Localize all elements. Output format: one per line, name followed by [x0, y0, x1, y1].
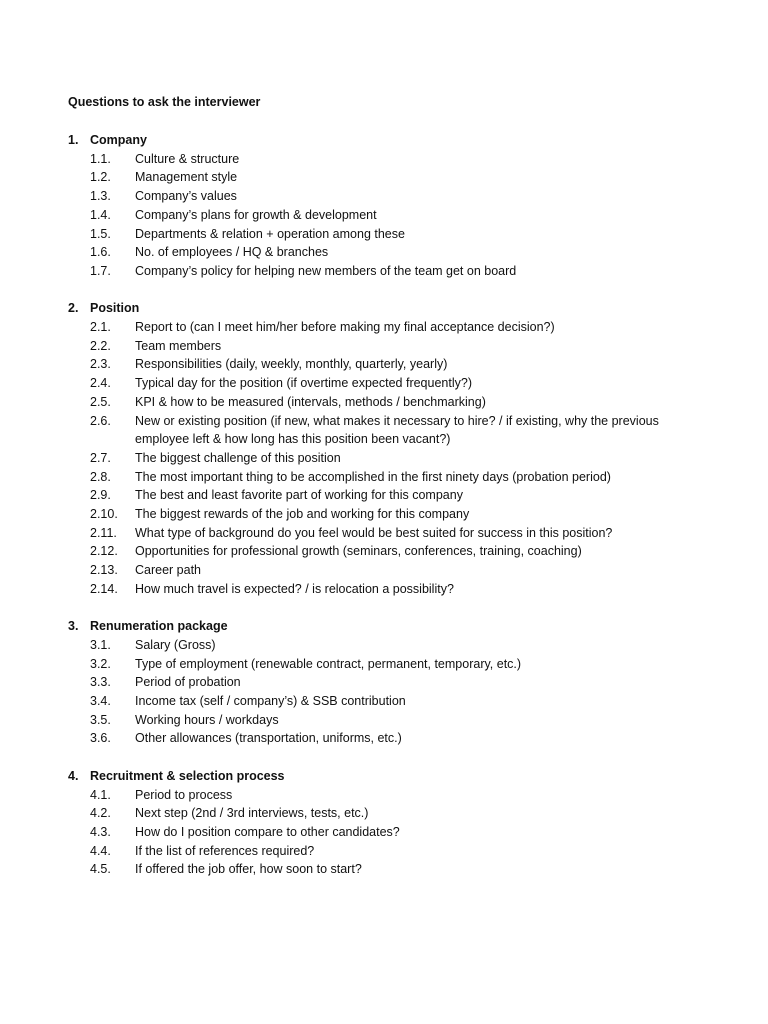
list-item	[68, 842, 708, 861]
item-number: 3.3.	[90, 675, 111, 690]
item-number: 1.3.	[90, 189, 111, 204]
item-number: 2.9.	[90, 488, 111, 503]
list-item	[68, 243, 708, 262]
list-item	[68, 486, 708, 505]
item-text: Report to (can I meet him/her before making my final acceptance decision?)	[135, 320, 555, 335]
document-title: Questions to ask the interviewer	[68, 95, 261, 109]
item-text: Salary (Gross)	[135, 637, 216, 652]
item-number: 1.5.	[90, 226, 111, 241]
list-item	[68, 150, 708, 169]
list-item	[68, 823, 708, 842]
item-text: The biggest challenge of this position	[135, 450, 341, 465]
item-number: 1.1.	[90, 151, 111, 166]
item-number: 2.5.	[90, 394, 111, 409]
list-item	[68, 729, 708, 748]
item-number: 2.2.	[90, 338, 111, 353]
item-text: Working hours / workdays	[135, 712, 279, 727]
item-number: 4.3.	[90, 824, 111, 839]
section-number: 1.	[68, 133, 79, 147]
item-number: 2.3.	[90, 357, 111, 372]
list-item	[68, 449, 708, 468]
list-item	[68, 505, 708, 524]
list-item	[68, 673, 708, 692]
item-number: 3.2.	[90, 656, 111, 671]
item-number: 1.2.	[90, 170, 111, 185]
item-text: Type of employment (renewable contract, permanent, temporary, etc.)	[135, 656, 522, 671]
item-number: 2.1.	[90, 320, 111, 335]
item-number: 2.11.	[90, 525, 117, 540]
list-item	[68, 542, 708, 561]
list-item	[68, 393, 708, 412]
item-text: How much travel is expected? / is relocation a possibility?	[135, 581, 454, 596]
item-text: Career path	[135, 563, 202, 578]
list-item	[68, 580, 708, 599]
item-number: 2.10.	[90, 507, 118, 522]
item-text: Company’s plans for growth & development	[135, 207, 377, 222]
item-text: Departments & relation + operation among these	[135, 226, 405, 241]
item-text: Period to process	[135, 787, 233, 802]
item-text: The best and least favorite part of working for this company	[135, 488, 463, 503]
question-sections	[68, 131, 708, 898]
section-heading	[68, 767, 708, 786]
section-1	[68, 131, 708, 281]
item-number: 2.13.	[90, 563, 118, 578]
item-text: Company’s values	[135, 189, 237, 204]
section-number: 4.	[68, 768, 79, 783]
list-item	[68, 786, 708, 805]
item-text: Culture & structure	[135, 151, 240, 166]
item-text: The most important thing to be accomplished in the first ninety days (probation period)	[135, 469, 611, 484]
list-item	[68, 262, 708, 281]
item-text: New or existing position (if new, what makes it necessary to hire? / if existing, why the previous employee left & how long has this position been vacant?)	[135, 413, 659, 447]
item-number: 4.2.	[90, 806, 111, 821]
item-text: Company’s policy for helping new members of the team get on board	[135, 263, 517, 278]
item-text: Typical day for the position (if overtime expected frequently?)	[135, 376, 472, 391]
item-number: 2.14.	[90, 581, 118, 596]
item-number: 3.4.	[90, 694, 111, 709]
list-item	[68, 804, 708, 823]
item-number: 1.4.	[90, 207, 111, 222]
list-item	[68, 187, 708, 206]
list-item	[68, 655, 708, 674]
list-item	[68, 206, 708, 225]
list-item	[68, 168, 708, 187]
item-number: 3.5.	[90, 712, 111, 727]
item-text: Next step (2nd / 3rd interviews, tests, etc.)	[135, 806, 369, 821]
list-item	[68, 692, 708, 711]
list-item	[68, 355, 708, 374]
section-number: 2.	[68, 301, 79, 316]
item-number: 2.12.	[90, 544, 118, 559]
item-number: 4.5.	[90, 862, 111, 877]
section-heading	[68, 131, 708, 150]
item-text: No. of employees / HQ & branches	[135, 245, 329, 260]
list-item	[68, 860, 708, 879]
item-text: Responsibilities (daily, weekly, monthly, quarterly, yearly)	[135, 357, 448, 372]
item-number: 2.7.	[90, 450, 111, 465]
item-text: KPI & how to be measured (intervals, methods / benchmarking)	[135, 394, 486, 409]
list-item	[68, 711, 708, 730]
section-title: Recruitment & selection process	[90, 768, 285, 783]
section-4	[68, 767, 708, 879]
item-number: 2.4.	[90, 376, 111, 391]
item-number: 3.1.	[90, 637, 111, 652]
item-text: The biggest rewards of the job and working for this company	[135, 507, 470, 522]
item-text: Management style	[135, 170, 238, 185]
item-text: Other allowances (transportation, uniforms, etc.)	[135, 731, 402, 746]
item-number: 4.4.	[90, 843, 111, 858]
item-text: Income tax (self / company’s) & SSB contribution	[135, 694, 406, 709]
item-text: If the list of references required?	[135, 843, 315, 858]
item-number: 3.6.	[90, 731, 111, 746]
item-text: If offered the job offer, how soon to start?	[135, 862, 362, 877]
section-heading	[68, 299, 708, 318]
list-item	[68, 318, 708, 337]
item-text: Team members	[135, 338, 222, 353]
item-text: How do I position compare to other candidates?	[135, 824, 400, 839]
section-title: Position	[90, 301, 140, 316]
section-title: Company	[90, 133, 147, 147]
list-item	[68, 412, 708, 449]
item-number: 4.1.	[90, 787, 111, 802]
item-number: 1.7.	[90, 263, 111, 278]
item-number: 1.6.	[90, 245, 111, 260]
list-item	[68, 636, 708, 655]
list-item	[68, 561, 708, 580]
section-number: 3.	[68, 619, 79, 634]
item-text: Period of probation	[135, 675, 241, 690]
list-item	[68, 225, 708, 244]
list-item	[68, 337, 708, 356]
section-3	[68, 617, 708, 748]
section-title: Renumeration package	[90, 619, 228, 634]
item-number: 2.6.	[90, 413, 111, 428]
list-item	[68, 468, 708, 487]
item-text: What type of background do you feel would be best suited for success in this position?	[135, 525, 613, 540]
list-item	[68, 524, 708, 543]
section-heading	[68, 617, 708, 636]
item-text: Opportunities for professional growth (seminars, conferences, training, coaching)	[135, 544, 582, 559]
section-2	[68, 299, 708, 598]
list-item	[68, 374, 708, 393]
item-number: 2.8.	[90, 469, 111, 484]
